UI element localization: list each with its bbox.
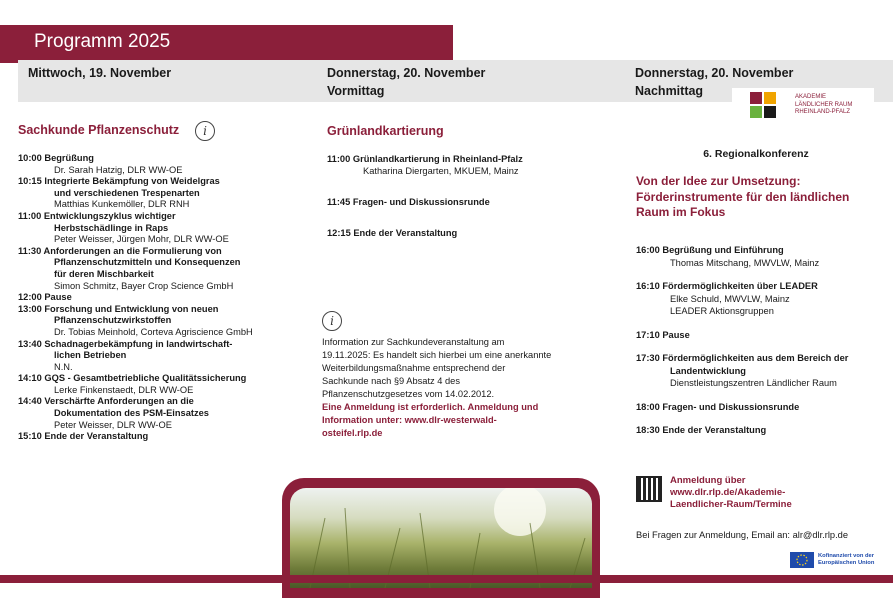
contact-text: Bei Fragen zur Anmeldung, Email an: alr@dlr.rlp.de (636, 530, 849, 540)
header-col1-line1: Mittwoch, 19. November (28, 66, 172, 80)
schedule-item-title: 16:10 Fördermöglichkeiten über LEADER (636, 281, 818, 291)
schedule-line: Dokumentation des PSM-Einsatzes (54, 408, 209, 419)
header-col2-line1: Donnerstag, 20. November (327, 66, 486, 80)
schedule-item-title-cont: Landentwicklung (670, 365, 746, 376)
eu-flag-icon (790, 552, 814, 568)
speaker-line: Peter Weisser, DLR WW-OE (54, 419, 172, 430)
col2-section-title: Grünlandkartierung (327, 124, 444, 138)
registration-line: www.dlr.rlp.de/Akademie- (670, 487, 786, 498)
info-line: Pflanzenschutzgesetzes vom 14.02.2012. (322, 389, 495, 399)
info-line: Weiterbildungsmaßnahme entsprechend der (322, 363, 506, 373)
schedule-line: 14:40 Verschärfte Anforderungen an die (18, 396, 194, 407)
speaker-line: Dienstleistungszentren Ländlicher Raum (670, 378, 837, 388)
schedule-line: 15:10 Ende der Veranstaltung (18, 431, 149, 442)
logo-line1: AKADEMIE (795, 94, 827, 100)
bottom-bar (0, 575, 893, 583)
meadow-image-icon (290, 488, 592, 588)
speaker-line: N.N. (54, 361, 73, 372)
header-col3-line2: Nachmittag (635, 84, 704, 98)
schedule-line: 11:00 Entwicklungszyklus wichtiger (18, 210, 176, 221)
speaker-line: Dr. Sarah Hatzig, DLR WW-OE (54, 164, 183, 175)
schedule-item-title: 17:30 Fördermöglichkeiten aus dem Bereich der (636, 353, 849, 363)
speaker-line: Peter Weisser, Jürgen Mohr, DLR WW-OE (54, 234, 229, 245)
speaker-line: Lerke Finkenstaedt, DLR WW-OE (54, 384, 194, 395)
schedule-line: 12:00 Pause (18, 292, 72, 303)
schedule-line: 13:00 Forschung und Entwicklung von neuen (18, 303, 219, 314)
registration-line: Laendlicher-Raum/Termine (670, 499, 792, 510)
info-registration-line: Information unter: www.dlr-westerwald- (322, 415, 497, 425)
info-icon: i (322, 311, 342, 331)
header-col1 (18, 60, 301, 102)
schedule-item-title: 11:45 Fragen- und Diskussionsrunde (327, 197, 490, 207)
akademie-logo (732, 88, 874, 124)
speaker-line: Dr. Tobias Meinhold, Corteva Agriscience GmbH (54, 326, 253, 337)
schedule-line: Pflanzenschutzmitteln und Konsequenzen (54, 257, 241, 268)
subtitle-line: Förderinstrumente für den ländlichen (636, 189, 850, 204)
header-col2-line2: Vormittag (327, 84, 385, 98)
speaker-line: Katharina Diergarten, MKUEM, Mainz (363, 166, 519, 176)
col3-schedule (636, 244, 886, 448)
info-line: Information zur Sachkundeveranstaltung am (322, 337, 505, 347)
speaker-line: Thomas Mitschang, MWVLW, Mainz (670, 257, 820, 268)
col2-schedule (327, 153, 597, 258)
subtitle-line: Raum im Fokus (636, 205, 726, 219)
registration-link[interactable] (670, 475, 792, 511)
schedule-line: 10:15 Integrierte Bekämpfung von Weidelgras (18, 176, 220, 187)
info-registration-line: osteifel.rlp.de (322, 428, 383, 438)
logo-line2: LÄNDLICHER RAUM (795, 101, 853, 108)
logo-line3: RHEINLAND-PFALZ (795, 109, 851, 115)
conference-title: 6. Regionalkonferenz (703, 148, 809, 160)
schedule-line: und verschiedenen Trespenarten (54, 187, 200, 198)
speaker-line: LEADER Aktionsgruppen (670, 306, 774, 316)
qr-code-icon[interactable] (636, 476, 662, 502)
schedule-item-title: 16:00 Begrüßung und Einführung (636, 245, 784, 255)
conference-subtitle (636, 174, 849, 221)
col2-info-text (322, 336, 602, 440)
col1-schedule (18, 153, 300, 443)
eu-line2: Europäischen Union (818, 560, 875, 566)
info-registration-line: Eine Anmeldung ist erforderlich. Anmeldung und (322, 402, 539, 412)
schedule-line: 11:30 Anforderungen an die Formulierung von (18, 245, 222, 256)
schedule-item-title: 18:30 Ende der Veranstaltung (636, 425, 767, 435)
schedule-line: 14:10 GQS - Gesamtbetriebliche Qualitätssicherung (18, 373, 247, 384)
info-icon: i (195, 121, 215, 141)
speaker-line: Elke Schuld, MWVLW, Mainz (670, 293, 790, 304)
speaker-line: Matthias Kunkemöller, DLR RNH (54, 199, 190, 210)
logo-mark-icon (750, 92, 776, 118)
schedule-line: Herbstschädlinge in Raps (54, 222, 169, 233)
registration-line: Anmeldung über (670, 475, 746, 486)
info-line: 19.11.2025: Es handelt sich hierbei um eine anerkannte (322, 350, 552, 360)
schedule-item-title: 11:00 Grünlandkartierung in Rheinland-Pfalz (327, 154, 523, 164)
schedule-item-title: 17:10 Pause (636, 329, 690, 340)
header-col3-line1: Donnerstag, 20. November (635, 66, 794, 80)
schedule-line: 10:00 Begrüßung (18, 153, 94, 163)
speaker-line: Simon Schmitz, Bayer Crop Science GmbH (54, 280, 234, 291)
schedule-line: für deren Mischbarkeit (54, 268, 154, 279)
info-line: Sachkunde nach §9 Absatz 4 des (322, 376, 461, 386)
meadow-photo (290, 488, 592, 588)
program-title: Programm 2025 (34, 31, 171, 52)
schedule-line: lichen Betrieben (54, 350, 127, 361)
schedule-item-title: 18:00 Fragen- und Diskussionsrunde (636, 401, 800, 412)
header-col2 (301, 60, 610, 102)
schedule-line: Pflanzenschutzwirkstoffen (54, 315, 172, 326)
eu-line1: Kofinanziert von der (818, 553, 875, 559)
schedule-item-title: 12:15 Ende der Veranstaltung (327, 228, 458, 238)
schedule-line: 13:40 Schadnagerbekämpfung in landwirtschaft- (18, 338, 233, 349)
col1-section-title: Sachkunde Pflanzenschutz (18, 123, 180, 137)
subtitle-line: Von der Idee zur Umsetzung: (636, 174, 801, 188)
